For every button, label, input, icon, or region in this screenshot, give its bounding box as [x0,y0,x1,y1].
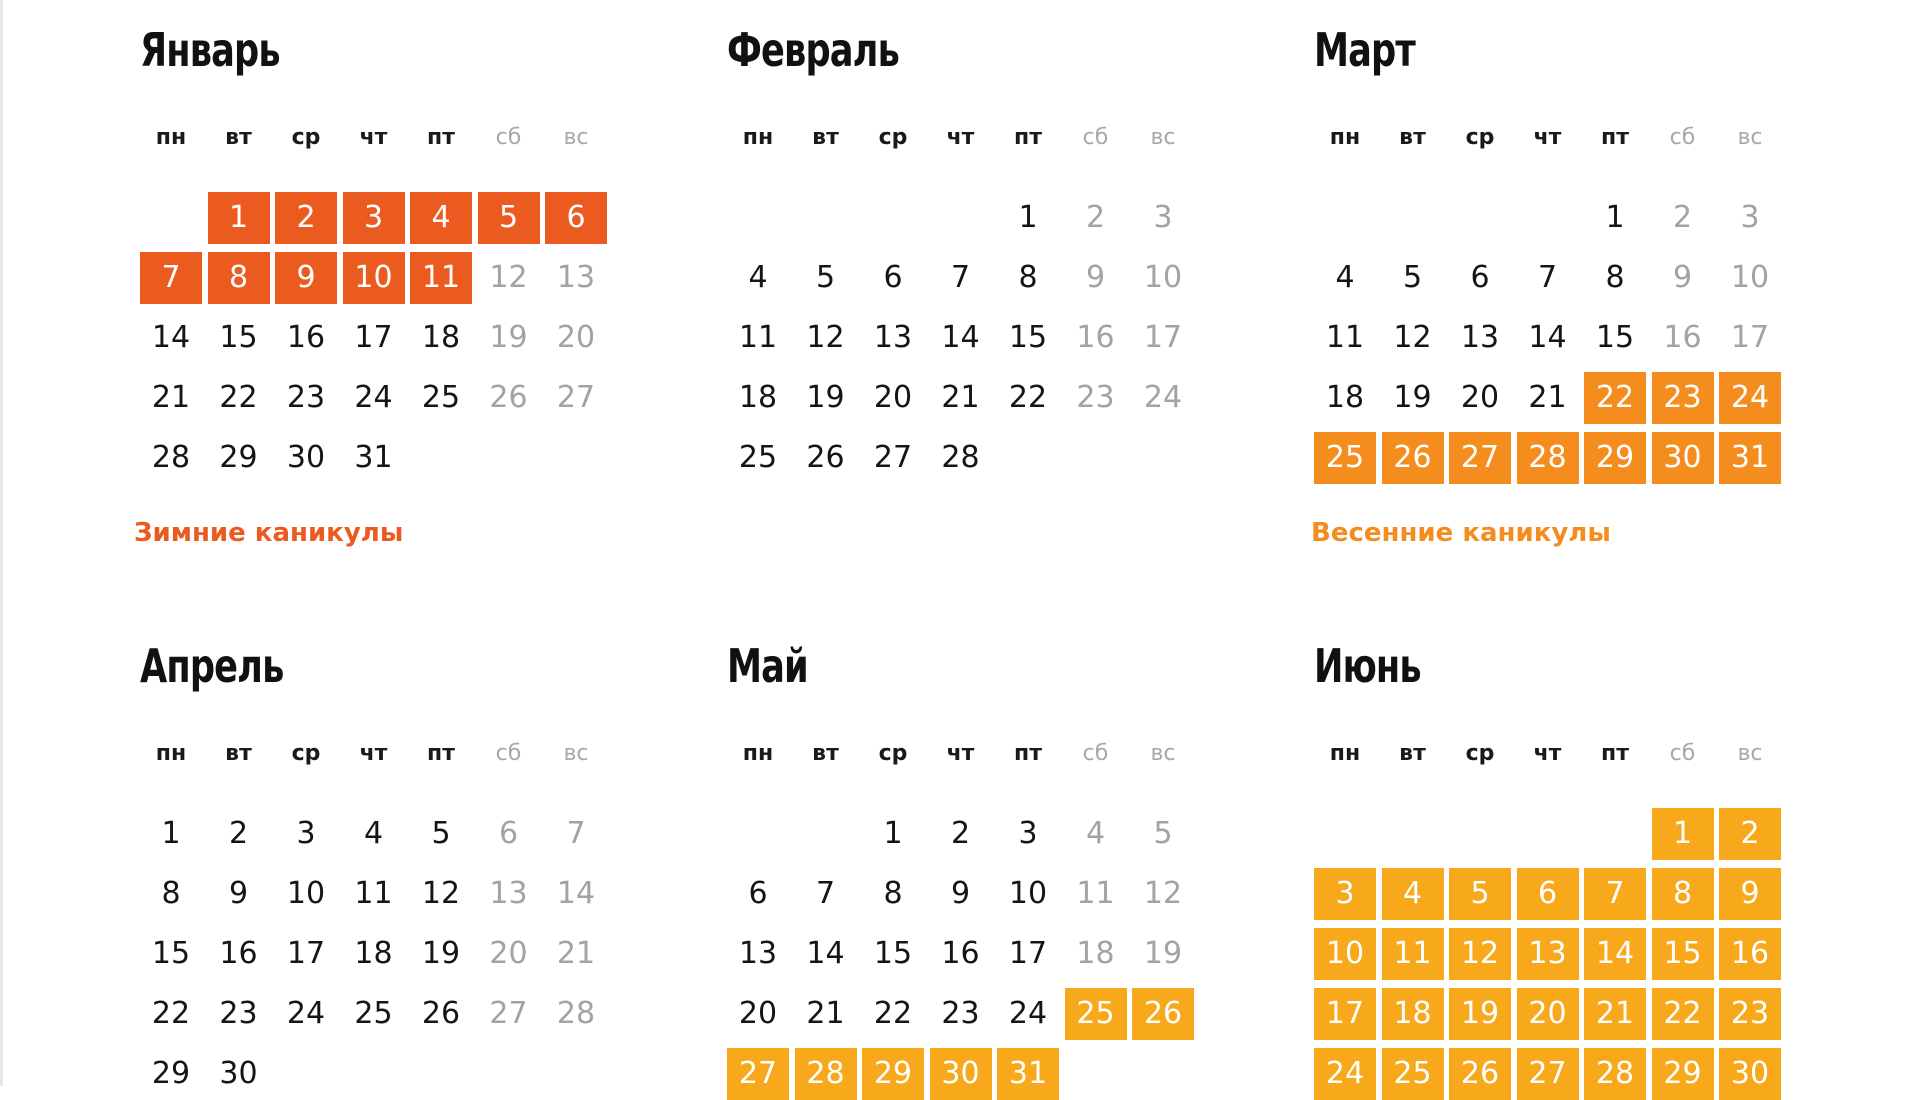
holiday-day-cell: 23 [1652,372,1714,424]
holiday-day-cell: 2 [1719,808,1781,860]
day-cell: 21 [806,996,845,1031]
weekday-label: пн [1329,741,1361,766]
weekday-label: вс [1737,741,1763,766]
holiday-day-cell: 11 [1382,928,1444,980]
weekday-header [140,125,620,155]
day-cell: 8 [161,876,181,911]
day-cell: 18 [1076,936,1115,971]
day-cell: 16 [219,936,258,971]
day-cell: 23 [219,996,258,1031]
day-cell: 21 [1528,380,1567,415]
month-april [140,636,620,1091]
holiday-day-cell: 14 [1584,928,1646,980]
weekday-label: ср [878,741,908,766]
day-cell: 25 [354,996,393,1031]
weekday-label: пн [155,125,187,150]
holiday-day-cell: 23 [1719,988,1781,1040]
weekday-label: чт [359,741,388,766]
weekday-label: вс [563,741,589,766]
holiday-day-cell: 2 [275,192,337,244]
day-cell: 14 [1528,320,1567,355]
holiday-day-cell: 8 [1652,868,1714,920]
holiday-day-cell: 25 [1065,988,1127,1040]
day-cell: 16 [1663,320,1702,355]
holiday-day-cell: 27 [1517,1048,1579,1100]
holiday-day-cell: 13 [1517,928,1579,980]
weekday-label: вт [812,125,839,150]
weekday-label: сб [495,125,522,150]
legend-winter-holidays: Зимние каникулы [134,518,404,548]
weekday-label: сб [1082,741,1109,766]
holiday-day-cell: 21 [1584,988,1646,1040]
day-cell: 7 [1537,260,1558,295]
weekday-label: пн [742,125,774,150]
holiday-day-cell: 20 [1517,988,1579,1040]
weekday-label: сб [495,741,522,766]
day-cell: 16 [1076,320,1115,355]
day-cell: 3 [1153,200,1173,235]
day-cell: 8 [1605,260,1625,295]
holiday-day-cell: 3 [1314,868,1376,920]
holiday-day-cell: 25 [1314,432,1376,484]
day-cell: 3 [1740,200,1760,235]
day-cell: 9 [228,876,249,911]
holiday-day-cell: 29 [862,1048,924,1100]
holiday-day-cell: 5 [478,192,540,244]
weekday-label: пт [427,125,455,150]
day-cell: 14 [941,320,980,355]
day-cell: 13 [738,936,778,971]
day-cell: 4 [1335,260,1355,295]
holiday-day-cell: 28 [795,1048,857,1100]
day-cell: 13 [489,876,528,911]
day-cell: 5 [1402,260,1423,295]
weekday-label: пн [742,741,774,766]
day-cell: 7 [950,260,971,295]
day-cell: 19 [1393,380,1432,415]
weekday-header [727,741,1207,771]
month-title: Март [1314,23,1415,77]
month-title: Июнь [1314,639,1421,693]
page-edge [0,0,3,1086]
day-cell: 28 [151,440,191,475]
month-june [1314,636,1794,1091]
day-cell: 5 [815,260,836,295]
holiday-day-cell: 22 [1652,988,1714,1040]
day-cell: 11 [354,876,393,911]
month-march [1314,20,1794,475]
day-cell: 15 [219,320,258,355]
day-cell: 19 [421,936,461,971]
weekday-label: пн [1329,125,1361,150]
holiday-day-cell: 9 [275,252,337,304]
day-cell: 21 [556,936,596,971]
holiday-day-cell: 27 [727,1048,789,1100]
day-cell: 26 [489,380,528,415]
day-cell: 13 [556,260,596,295]
weekday-label: чт [359,125,388,150]
weekday-label: вт [225,125,252,150]
day-cell: 25 [421,380,461,415]
day-cell: 13 [873,320,913,355]
day-cell: 18 [1325,380,1365,415]
day-cell: 18 [738,380,778,415]
month-may [727,636,1207,1091]
holiday-day-cell: 26 [1382,432,1444,484]
day-cell: 7 [815,876,836,911]
weekday-label: чт [946,741,975,766]
day-cell: 11 [1325,320,1365,355]
weekday-header [140,741,620,771]
day-cell: 9 [1085,260,1106,295]
weekday-label: вс [1150,741,1176,766]
day-cell: 12 [421,876,461,911]
weekday-label: вс [563,125,589,150]
weekday-label: сб [1669,741,1696,766]
holiday-day-cell: 29 [1584,432,1646,484]
day-cell: 9 [950,876,971,911]
day-cell: 20 [556,320,596,355]
weekday-label: чт [946,125,975,150]
day-cell: 10 [286,876,326,911]
day-cell: 20 [873,380,913,415]
holiday-day-cell: 26 [1132,988,1194,1040]
holiday-day-cell: 24 [1719,372,1781,424]
day-cell: 20 [489,936,528,971]
month-title: Апрель [140,639,284,693]
holiday-day-cell: 22 [1584,372,1646,424]
day-cell: 19 [806,380,845,415]
day-cell: 12 [1143,876,1183,911]
day-cell: 19 [1143,936,1183,971]
day-cell: 2 [1085,200,1106,235]
day-cell: 16 [286,320,326,355]
day-cell: 2 [1672,200,1693,235]
day-cell: 1 [161,816,181,851]
holiday-day-cell: 7 [140,252,202,304]
day-cell: 20 [738,996,778,1031]
holiday-day-cell: 7 [1584,868,1646,920]
day-cell: 18 [421,320,461,355]
day-cell: 15 [151,936,191,971]
day-cell: 23 [286,380,326,415]
holiday-day-cell: 31 [997,1048,1059,1100]
day-cell: 6 [498,816,519,851]
holiday-day-cell: 4 [410,192,472,244]
day-cell: 19 [489,320,528,355]
day-cell: 6 [883,260,903,295]
day-cell: 11 [1076,876,1115,911]
day-cell: 11 [738,320,778,355]
day-cell: 29 [219,440,258,475]
holiday-day-cell: 30 [1719,1048,1781,1100]
day-cell: 28 [556,996,596,1031]
month-title: Январь [140,23,280,77]
day-cell: 26 [421,996,461,1031]
holiday-day-cell: 4 [1382,868,1444,920]
holiday-day-cell: 9 [1719,868,1781,920]
holiday-day-cell: 10 [343,252,405,304]
day-cell: 10 [1143,260,1183,295]
holiday-day-cell: 30 [1652,432,1714,484]
weekday-label: пт [1601,741,1629,766]
day-cell: 14 [556,876,596,911]
day-cell: 27 [489,996,528,1031]
day-cell: 6 [1470,260,1490,295]
month-title: Май [727,639,808,693]
day-cell: 1 [1018,200,1038,235]
holiday-day-cell: 5 [1449,868,1511,920]
day-cell: 31 [354,440,393,475]
weekday-label: сб [1669,125,1696,150]
day-cell: 17 [354,320,393,355]
weekday-label: пт [1014,741,1042,766]
day-cell: 13 [1460,320,1500,355]
day-cell: 14 [151,320,191,355]
weekday-label: ср [291,741,321,766]
day-cell: 22 [1008,380,1048,415]
holiday-day-cell: 25 [1382,1048,1444,1100]
holiday-day-cell: 1 [1652,808,1714,860]
weekday-label: ср [878,125,908,150]
holiday-day-cell: 6 [545,192,607,244]
legend-spring-holidays: Весенние каникулы [1311,518,1611,548]
day-cell: 4 [1085,816,1106,851]
weekday-label: пт [427,741,455,766]
day-cell: 5 [1153,816,1173,851]
day-cell: 2 [228,816,249,851]
holiday-day-cell: 16 [1719,928,1781,980]
weekday-label: вт [812,741,839,766]
holiday-day-cell: 28 [1517,432,1579,484]
day-cell: 24 [354,380,393,415]
day-cell: 1 [883,816,903,851]
day-cell: 15 [1595,320,1635,355]
day-cell: 15 [1008,320,1048,355]
day-cell: 9 [1672,260,1693,295]
weekday-header [727,125,1207,155]
day-cell: 5 [431,816,451,851]
day-cell: 20 [1460,380,1500,415]
holiday-day-cell: 10 [1314,928,1376,980]
day-cell: 24 [1008,996,1048,1031]
day-cell: 4 [748,260,768,295]
holiday-day-cell: 15 [1652,928,1714,980]
weekday-label: ср [291,125,321,150]
holiday-day-cell: 11 [410,252,472,304]
weekday-label: вт [225,741,252,766]
holiday-day-cell: 26 [1449,1048,1511,1100]
weekday-label: вс [1737,125,1763,150]
holiday-day-cell: 28 [1584,1048,1646,1100]
weekday-label: пт [1601,125,1629,150]
weekday-label: ср [1465,741,1495,766]
day-cell: 22 [873,996,913,1031]
weekday-label: чт [1533,125,1562,150]
weekday-label: вс [1150,125,1176,150]
day-cell: 12 [489,260,528,295]
day-cell: 12 [1393,320,1432,355]
day-cell: 26 [806,440,845,475]
day-cell: 21 [151,380,191,415]
day-cell: 23 [1076,380,1115,415]
day-cell: 24 [286,996,326,1031]
weekday-header [1314,125,1794,155]
day-cell: 17 [286,936,326,971]
day-cell: 17 [1730,320,1770,355]
day-cell: 24 [1143,380,1183,415]
weekday-label: пт [1014,125,1042,150]
day-cell: 27 [556,380,596,415]
holiday-day-cell: 30 [930,1048,992,1100]
holiday-day-cell: 6 [1517,868,1579,920]
day-cell: 4 [363,816,384,851]
day-cell: 15 [873,936,913,971]
month-february [727,20,1207,475]
weekday-label: вт [1399,741,1426,766]
day-cell: 29 [151,1056,191,1091]
weekday-label: сб [1082,125,1109,150]
day-cell: 30 [286,440,326,475]
day-cell: 22 [151,996,191,1031]
day-cell: 22 [219,380,258,415]
day-cell: 7 [566,816,586,851]
day-cell: 10 [1008,876,1048,911]
day-cell: 10 [1730,260,1770,295]
holiday-day-cell: 17 [1314,988,1376,1040]
holiday-day-cell: 12 [1449,928,1511,980]
holiday-day-cell: 19 [1449,988,1511,1040]
holiday-day-cell: 29 [1652,1048,1714,1100]
day-cell: 30 [219,1056,258,1091]
day-cell: 12 [806,320,845,355]
day-cell: 27 [873,440,913,475]
holiday-day-cell: 24 [1314,1048,1376,1100]
weekday-header [1314,741,1794,771]
day-cell: 6 [748,876,768,911]
day-cell: 28 [941,440,980,475]
holiday-day-cell: 1 [208,192,270,244]
day-cell: 3 [1018,816,1038,851]
holiday-day-cell: 31 [1719,432,1781,484]
day-cell: 17 [1008,936,1048,971]
holiday-day-cell: 18 [1382,988,1444,1040]
day-cell: 23 [941,996,980,1031]
holiday-day-cell: 27 [1449,432,1511,484]
day-cell: 18 [354,936,393,971]
weekday-label: ср [1465,125,1495,150]
day-cell: 17 [1143,320,1183,355]
day-cell: 8 [883,876,903,911]
day-cell: 2 [950,816,971,851]
day-cell: 25 [738,440,778,475]
holiday-day-cell: 3 [343,192,405,244]
month-january [140,20,620,475]
weekday-label: вт [1399,125,1426,150]
day-cell: 8 [1018,260,1038,295]
day-cell: 3 [296,816,316,851]
holiday-day-cell: 8 [208,252,270,304]
weekday-label: пн [155,741,187,766]
day-cell: 16 [941,936,980,971]
weekday-label: чт [1533,741,1562,766]
month-title: Февраль [727,23,899,77]
day-cell: 21 [941,380,980,415]
day-cell: 14 [806,936,845,971]
day-cell: 1 [1605,200,1625,235]
